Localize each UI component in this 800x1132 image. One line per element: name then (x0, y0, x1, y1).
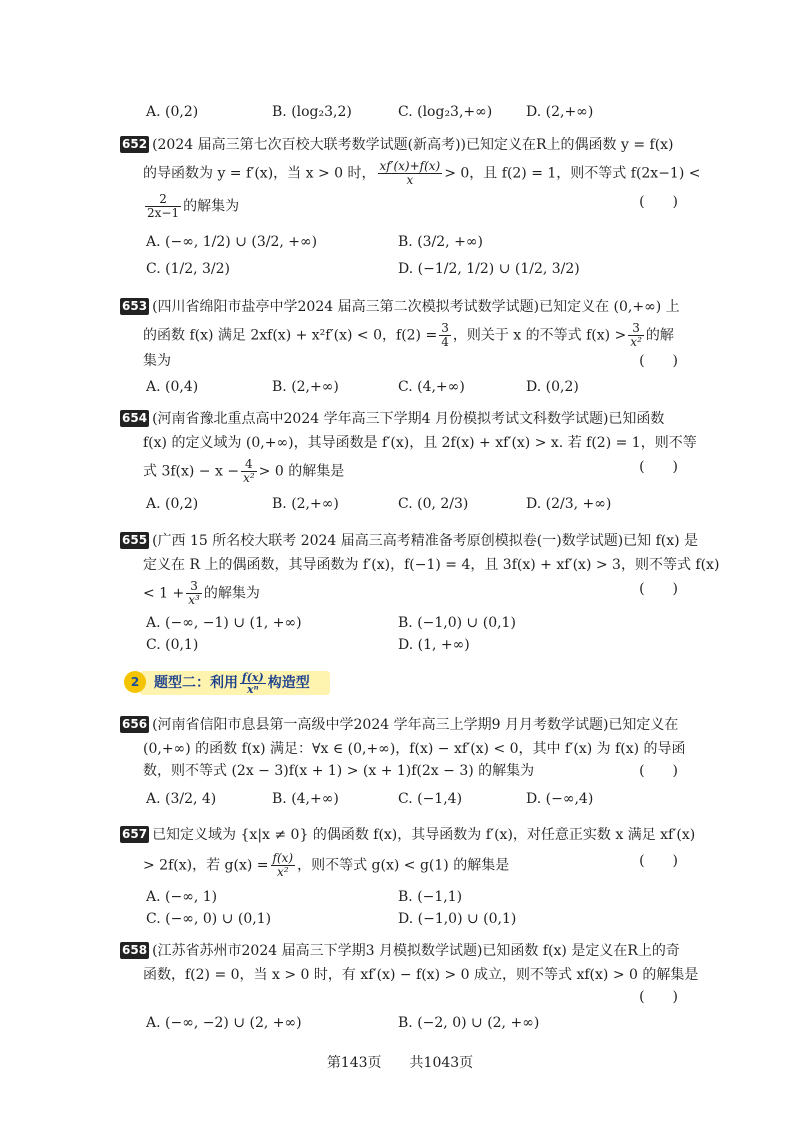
fraction: $\frac{4}{\text{x²}}$ (243, 457, 255, 485)
option-c: C. (log₂3,+∞) (398, 104, 493, 120)
fraction: $\frac{f(x)}{\text{x²}}$ (272, 851, 294, 879)
question-656-line1: 656 (河南省信阳市息县第一高级中学2024 学年高三上学期9 月月考数学试题)已知定义在 (122, 717, 679, 733)
question-654-line1: 654 (河南省豫北重点高中2024 学年高三下学期4 月份模拟考试文科数学试题)已知函数 (122, 411, 665, 427)
option-a: A. (−∞, −1) ∪ (1, +∞) (146, 615, 302, 631)
page-footer: 第143页 共1043页 (326, 1055, 474, 1071)
option-d: D. (−1/2, 1/2) ∪ (1/2, 3/2) (398, 261, 580, 277)
option-c: C. (−1,4) (398, 791, 463, 807)
option-b: B. (−2, 0) ∪ (2, +∞) (398, 1015, 540, 1031)
option-c: C. (−∞, 0) ∪ (0,1) (146, 911, 272, 927)
option-b: B. (−1,1) (398, 889, 463, 905)
option-c: C. (0, 2/3) (398, 496, 469, 512)
question-656-line3: 数，则不等式 (2x − 3)f(x + 1) > (x + 1)f(2x − 3) 的解集为 ( ) (143, 763, 678, 779)
option-a: A. (0,2) (146, 496, 199, 512)
question-654-line2: f(x) 的定义域为 (0,+∞)，其导函数是 f′(x)，且 2f(x) + xf′(x) > x. 若 f(2) = 1，则不等 (143, 435, 697, 451)
option-c: C. (4,+∞) (398, 379, 465, 395)
question-657-line1: 657 已知定义域为 {x|x ≠ 0} 的偶函数 f(x)，其导函数为 f′(x)，对任意正实数 x 满足 xf′(x) (122, 827, 696, 843)
question-653-line1: 653 (四川省绵阳市盐亭中学2024 届高三第二次模拟考试数学试题)已知定义在 (0,+∞) 上 (122, 299, 680, 315)
question-654-line3: 式 3f(x) − x − $\frac{4}{\text{x²}}$ > 0 的解集是 ( ) (143, 457, 678, 485)
question-652-line2: 的导函数为 y = f′(x)，当 x > 0 时， $\frac{xf'(x)+f(x)}{x}$ > 0，且 f(2) = 1，则不等式 f(2x−1) < (143, 159, 701, 187)
answer-paren: ( ) (639, 763, 678, 779)
option-d: D. (2,+∞) (526, 104, 594, 120)
question-652-line1: 652 (2024 届高三第七次百校大联考数学试题(新高考))已知定义在R上的偶函数 y = f(x) (122, 137, 674, 153)
option-a: A. (0,4) (146, 379, 199, 395)
question-number: 654 (122, 411, 148, 425)
question-number: 655 (122, 533, 148, 547)
option-b: B. (log₂3,2) (272, 104, 352, 120)
option-d: D. (0,2) (526, 379, 579, 395)
option-a: A. (−∞, −2) ∪ (2, +∞) (146, 1015, 302, 1031)
option-d: D. (2/3, +∞) (526, 496, 612, 512)
option-b: B. (4,+∞) (272, 791, 339, 807)
section-badge: 2 (124, 671, 146, 693)
question-658-line1: 658 (江苏省苏州市2024 届高三下学期3 月模拟数学试题)已知函数 f(x) 是定义在R上的奇 (122, 943, 680, 959)
question-655-line1: 655 (广西 15 所名校大联考 2024 届高三高考精准备考原创模拟卷(一)数学试题)已知 f(x) 是 (122, 533, 699, 549)
option-b: B. (−1,0) ∪ (0,1) (398, 615, 516, 631)
option-a: A. (−∞, 1/2) ∪ (3/2, +∞) (146, 234, 318, 250)
answer-paren: ( ) (639, 989, 678, 1005)
option-b: B. (2,+∞) (272, 379, 339, 395)
question-657-line2: > 2f(x)，若 g(x) = $\frac{f(x)}{\text{x²}}$ ，则不等式 g(x) < g(1) 的解集是 ( ) (143, 851, 678, 879)
option-d: D. (−1,0) ∪ (0,1) (398, 911, 517, 927)
section-title: 题型二：利用 $\frac{f(x)}{\text{xⁿ}}$ 构造型 (154, 670, 310, 696)
answer-paren: ( ) (639, 581, 678, 597)
option-d: D. (1, +∞) (398, 637, 470, 653)
option-c: C. (0,1) (146, 637, 199, 653)
option-b: B. (3/2, +∞) (398, 234, 483, 250)
fraction: $\frac{3}{\text{x²}}$ (630, 321, 642, 349)
option-a: A. (3/2, 4) (146, 791, 217, 807)
option-a: A. (0,2) (146, 104, 199, 120)
option-b: B. (2,+∞) (272, 496, 339, 512)
section-heading (120, 667, 330, 697)
question-655-line3: < 1 + $\frac{3}{\text{x³}}$ 的解集为 ( ) (143, 579, 678, 607)
question-655-line2: 定义在 R 上的偶函数，其导函数为 f′(x)，f(−1) = 4，且 3f(x) + xf′(x) > 3，则不等式 f(x) (143, 557, 720, 573)
option-d: D. (−∞,4) (526, 791, 594, 807)
fraction: $\frac{xf'(x)+f(x)}{x}$ (379, 159, 441, 187)
option-a: A. (−∞, 1) (146, 889, 218, 905)
fraction: $\frac{3}{4}$ (441, 321, 449, 349)
fraction: $\frac{3}{\text{x³}}$ (188, 579, 200, 607)
fraction: $\frac{2}{2x-1}$ (147, 192, 180, 220)
question-number: 653 (122, 299, 148, 313)
question-652-line3: $\frac{2}{2x-1}$ 的解集为 ( ) (147, 192, 678, 220)
question-653-line3: 集为 ( ) (143, 353, 678, 369)
question-653-line2: 的函数 f(x) 满足 2xf(x) + x²f′(x) < 0，f(2) = $\frac{3}{4}$ ，则关于 x 的不等式 f(x) > $\frac{3}{\text{x²}}$ 的解 (143, 321, 674, 349)
question-number: 652 (122, 137, 148, 151)
question-number: 656 (122, 717, 148, 731)
option-c: C. (1/2, 3/2) (146, 261, 230, 277)
question-656-line2: (0,+∞) 的函数 f(x) 满足：∀x ∈ (0,+∞)，f(x) − xf′(x) < 0，其中 f′(x) 为 f(x) 的导函 (143, 741, 686, 757)
answer-paren: ( ) (639, 353, 678, 369)
question-658-line2: 函数，f(2) = 0，当 x > 0 时，有 xf′(x) − f(x) > 0 成立，则不等式 xf(x) > 0 的解集是 (143, 967, 699, 983)
question-number: 657 (122, 827, 148, 841)
answer-paren: ( ) (639, 853, 678, 869)
answer-paren: ( ) (639, 459, 678, 475)
fraction: $\frac{f(x)}{\text{xⁿ}}$ (242, 670, 264, 696)
question-number: 658 (122, 943, 148, 957)
answer-paren: ( ) (639, 194, 678, 210)
